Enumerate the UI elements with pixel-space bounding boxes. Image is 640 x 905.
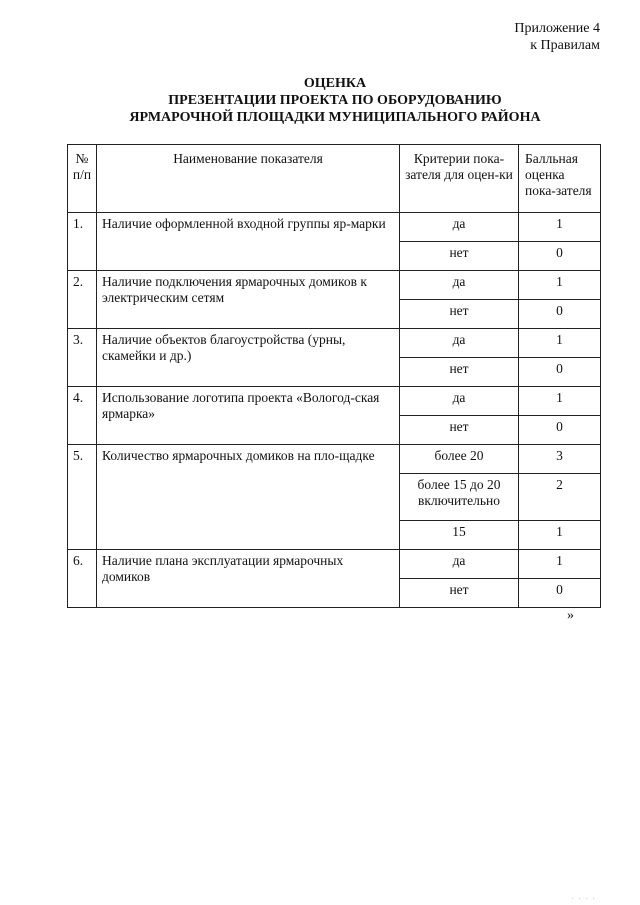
score: 1	[519, 550, 601, 579]
criterion: нет	[400, 242, 519, 271]
score: 1	[519, 387, 601, 416]
title-line-2: ПРЕЗЕНТАЦИИ ПРОЕКТА ПО ОБОРУДОВАНИЮ	[168, 93, 502, 108]
criterion: более 20	[400, 445, 519, 474]
appendix-rules-ref: к Правилам	[530, 38, 600, 53]
criterion: нет	[400, 416, 519, 445]
criterion: да	[400, 213, 519, 242]
table-row	[68, 329, 601, 358]
criterion: более 15 до 20 включительно	[400, 474, 519, 521]
row-number: 4.	[68, 387, 97, 445]
score: 1	[519, 271, 601, 300]
score: 2	[519, 474, 601, 521]
score: 0	[519, 300, 601, 329]
table-header-row	[68, 145, 601, 213]
score: 1	[519, 329, 601, 358]
header-num: № п/п	[68, 145, 97, 213]
evaluation-table	[67, 144, 601, 608]
title-line-1: ОЦЕНКА	[303, 76, 367, 91]
criterion: да	[400, 271, 519, 300]
header-score: Балльная оценка пока-зателя	[519, 145, 601, 213]
criterion: да	[400, 387, 519, 416]
criterion: нет	[400, 579, 519, 608]
indicator-name: Наличие плана эксплуатации ярмарочных домиков	[97, 550, 400, 608]
title-line-3: ЯРМАРОЧНОЙ ПЛОЩАДКИ МУНИЦИПАЛЬНОГО РАЙОНА	[129, 110, 541, 125]
score: 0	[519, 416, 601, 445]
row-number: 6.	[68, 550, 97, 608]
table-row	[68, 271, 601, 300]
closing-quote: »	[567, 608, 574, 623]
indicator-name: Количество ярмарочных домиков на пло-щадке	[97, 445, 400, 550]
indicator-name: Использование логотипа проекта «Вологод-ская ярмарка»	[97, 387, 400, 445]
scan-marks: . . . .	[572, 895, 597, 901]
header-name: Наименование показателя	[97, 145, 400, 213]
row-number: 5.	[68, 445, 97, 550]
table-row	[68, 387, 601, 416]
score: 3	[519, 445, 601, 474]
header-criteria: Критерии пока-зателя для оцен-ки	[400, 145, 519, 213]
criterion: 15	[400, 521, 519, 550]
table-row	[68, 213, 601, 242]
table-row	[68, 445, 601, 474]
score: 0	[519, 579, 601, 608]
row-number: 3.	[68, 329, 97, 387]
appendix-number: Приложение 4	[514, 21, 600, 36]
document-title	[0, 75, 640, 126]
appendix-label	[514, 20, 600, 54]
score: 1	[519, 213, 601, 242]
row-number: 1.	[68, 213, 97, 271]
indicator-name: Наличие подключения ярмарочных домиков к электрическим сетям	[97, 271, 400, 329]
table-row	[68, 550, 601, 579]
criterion: да	[400, 550, 519, 579]
score: 0	[519, 242, 601, 271]
row-number: 2.	[68, 271, 97, 329]
score: 0	[519, 358, 601, 387]
criterion: нет	[400, 300, 519, 329]
criterion: нет	[400, 358, 519, 387]
criterion: да	[400, 329, 519, 358]
indicator-name: Наличие оформленной входной группы яр-марки	[97, 213, 400, 271]
indicator-name: Наличие объектов благоустройства (урны, скамейки и др.)	[97, 329, 400, 387]
score: 1	[519, 521, 601, 550]
